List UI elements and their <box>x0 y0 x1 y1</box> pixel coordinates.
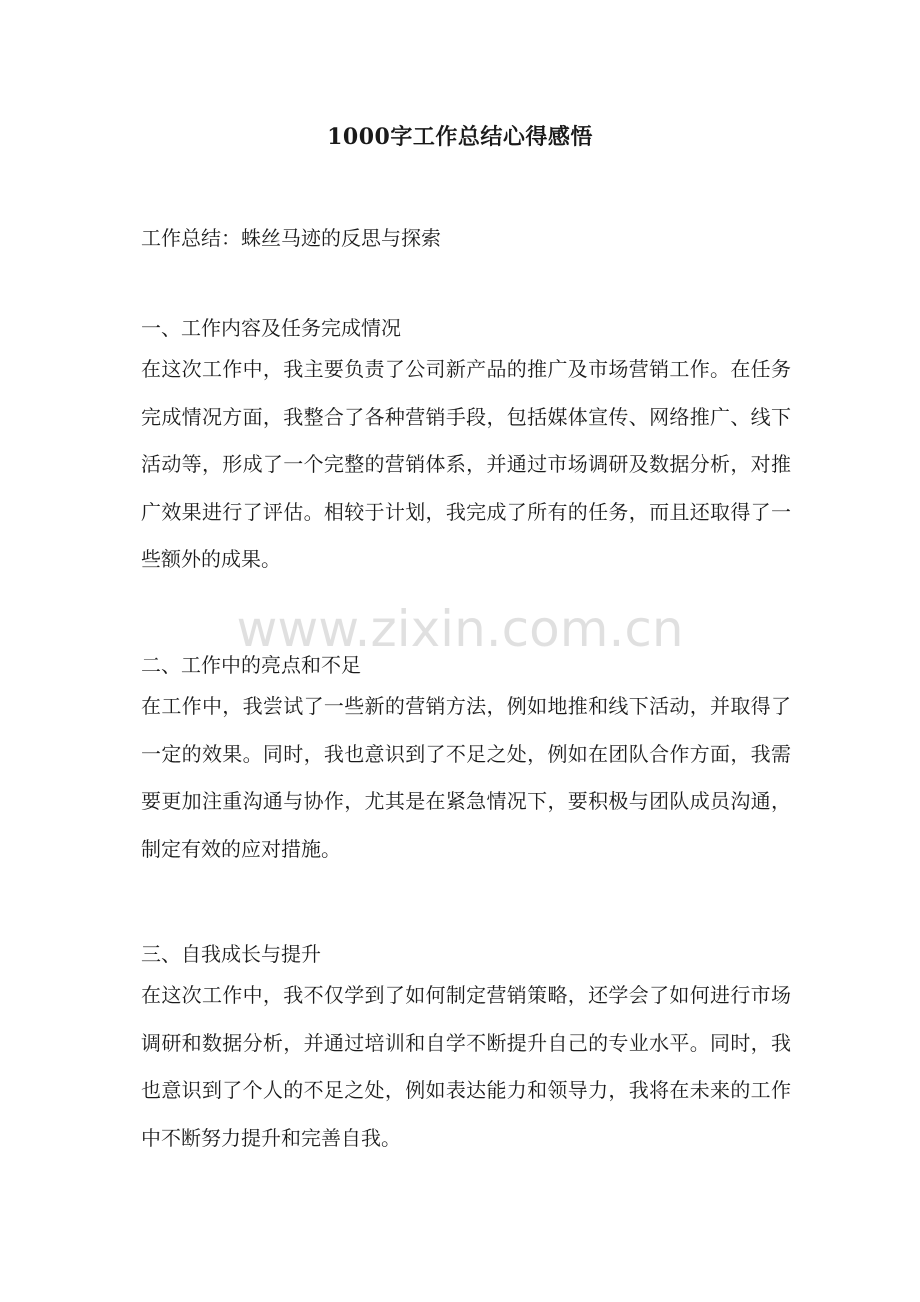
watermark-text: www.zixin.com.cn <box>236 600 684 658</box>
section-heading: 三、自我成长与提升 <box>141 942 321 966</box>
section-heading: 一、工作内容及任务完成情况 <box>141 316 401 340</box>
document-subtitle: 工作总结：蛛丝马迹的反思与探索 <box>141 226 441 250</box>
document-title: 1000字工作总结心得感悟 <box>327 124 593 150</box>
section-paragraph: 在这次工作中，我不仅学到了如何制定营销策略，还学会了如何进行市场调研和数据分析，并通过培训和自学不断提升自己的专业水平。同时，我也意识到了个人的不足之处，例如表达能力和领导力，我将在未来的工作中不断努力提升和完善自我。 <box>141 983 791 1150</box>
section-heading: 二、工作中的亮点和不足 <box>141 653 361 677</box>
section-work-content <box>141 314 791 584</box>
section-paragraph: 在这次工作中，我主要负责了公司新产品的推广及市场营销工作。在任务完成情况方面，我整合了各种营销手段，包括媒体宣传、网络推广、线下活动等，形成了一个完整的营销体系，并通过市场调研及数据分析，对推广效果进行了评估。相较于计划，我完成了所有的任务，而且还取得了一些额外的成果。 <box>141 357 791 572</box>
section-paragraph: 在工作中，我尝试了一些新的营销方法，例如地推和线下活动，并取得了一定的效果。同时，我也意识到了不足之处，例如在团队合作方面，我需要更加注重沟通与协作，尤其是在紧急情况下，要积极与团队成员沟通，制定有效的应对措施。 <box>141 694 791 861</box>
section-highlights <box>141 651 791 873</box>
section-growth <box>141 940 791 1162</box>
